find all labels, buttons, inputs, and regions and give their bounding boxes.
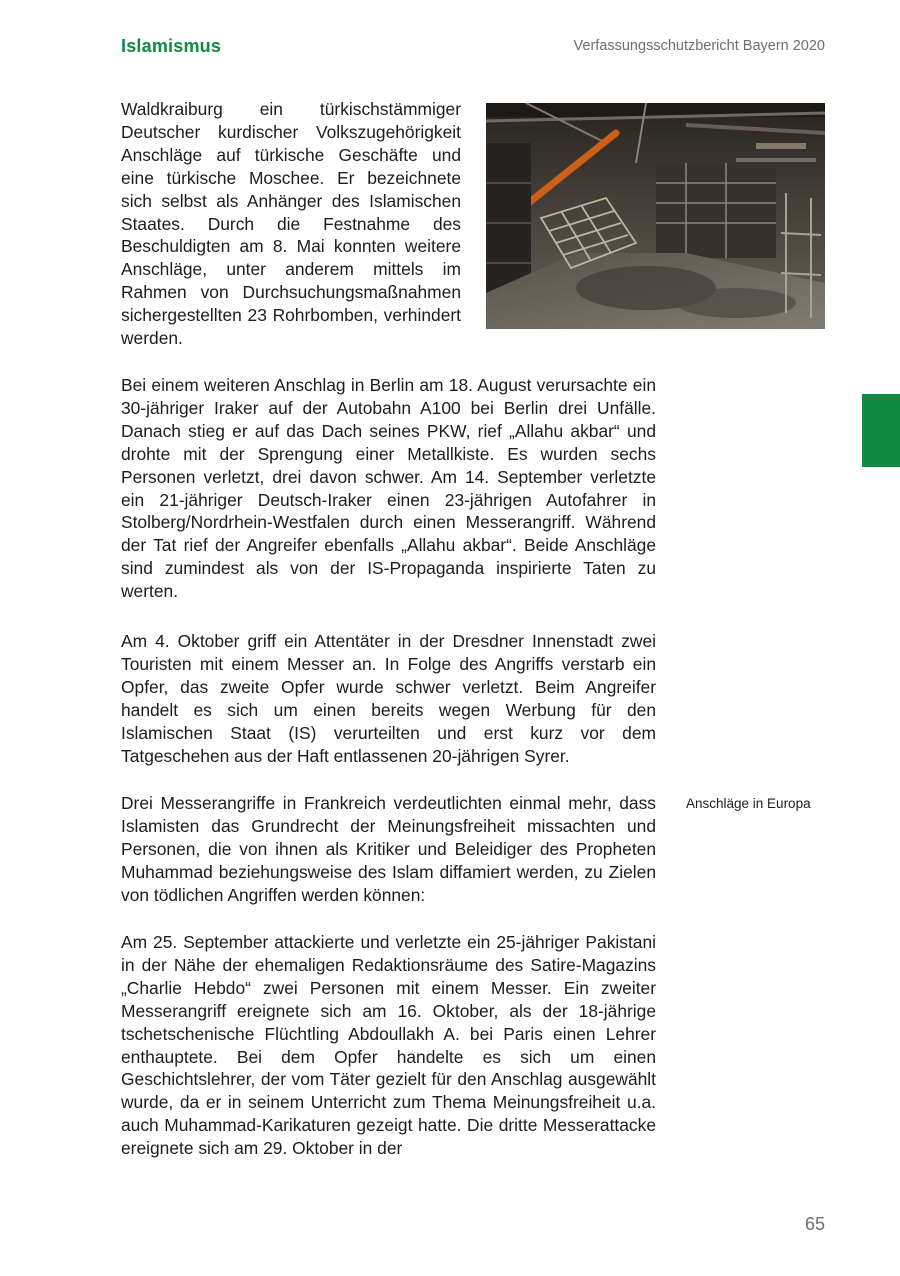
paragraph-3-text: Am 4. Oktober griff ein Attentäter in der Dresdner Innenstadt zwei Touristen mit einem Messer an. In Folge des Angriffs verstarb ein Opfer, das zweite Opfer wurde schwer verletzt. Beim Angreifer handelt es sich um einen bereits wegen Werbung für den Islamischen Staat (IS) verurteilten und erst kurz vor dem Tatgeschehen aus der Haft entlassenen 20-jährigen Syrer.: [121, 631, 656, 766]
paragraph-1-text: Waldkraiburg ein türkischstämmiger Deutscher kurdischer Volkszugehörigkeit Anschläge auf türkische Geschäfte und eine türkische Moschee. Er bezeichnete sich selbst als Anhänger des Islamischen Staates. Durch die Festnahme des Beschuldigten am 8. Mai konnten weitere Anschläge, unter anderem mittels im Rahmen von Durchsuchungsmaßnahmen sichergestellten 23 Rohrbomben, verhindert werden.: [121, 99, 461, 349]
paragraph-5-text: Am 25. September attackierte und verletzte ein 25-jähriger Pakistani in der Nähe der ehemaligen Redaktionsräume des Satire-Magazins „Charlie Hebdo“ zwei Personen mit einem Messer. Ein zweiter Messerangriff ereignete sich am 16. Oktober, als der 18-jährige tschetschenische Flüchtling Abdoullakh A. bei Paris einen Lehrer enthauptete. Bei dem Opfer handelte es sich um einen Geschichtslehrer, der vom Täter gezielt für den Anschlag ausgewählt wurde, da er in seinem Unterricht zum Thema Meinungsfreiheit u.a. auch Muhammad-Karikaturen gezeigt hatte. Die dritte Messerattacke ereignete sich am 29. Oktober in der: [121, 932, 656, 1159]
margin-note: Anschläge in Europa: [686, 796, 811, 811]
paragraph-5: [121, 931, 656, 1160]
paragraph-4: [121, 792, 656, 907]
publication-title: Verfassungsschutzbericht Bayern 2020: [573, 38, 825, 54]
paragraph-3: [121, 630, 656, 767]
chapter-tab-marker: [862, 394, 900, 467]
paragraph-1: [121, 98, 461, 350]
paragraph-2: [121, 374, 656, 603]
section-title: Islamismus: [121, 36, 222, 56]
burned-shop-image: [486, 103, 825, 329]
paragraph-2-text: Bei einem weiteren Anschlag in Berlin am 18. August verursachte ein 30-jähriger Iraker auf der Autobahn A100 bei Berlin drei Unfälle. Danach stieg er auf das Dach seines PKW, rief „Allahu akbar“ und drohte mit der Sprengung einer Metallkiste. Es wurden sechs Personen verletzt, drei davon schwer. Am 14. September verletzte ein 21-jähriger Deutsch-Iraker einen 23-jährigen Autofahrer in Stolberg/Nordrhein-Westfalen durch einen Messerangriff. Während der Tat rief der Angreifer ebenfalls „Allahu akbar“. Beide Anschläge sind zumindest als von der IS-Propaganda inspirierte Taten zu werten.: [121, 375, 656, 602]
burned-shop-photo: [486, 103, 825, 329]
page-number: 65: [804, 1214, 825, 1234]
paragraph-4-text: Drei Messerangriffe in Frankreich verdeutlichten einmal mehr, dass Islamisten das Grundrecht der Meinungsfreiheit missachten und Personen, die von ihnen als Kritiker und Beleidiger des Propheten Muhammad beziehungsweise des Islam diffamiert werden, zu Zielen von tödlichen Angriffen werden können:: [121, 793, 656, 905]
